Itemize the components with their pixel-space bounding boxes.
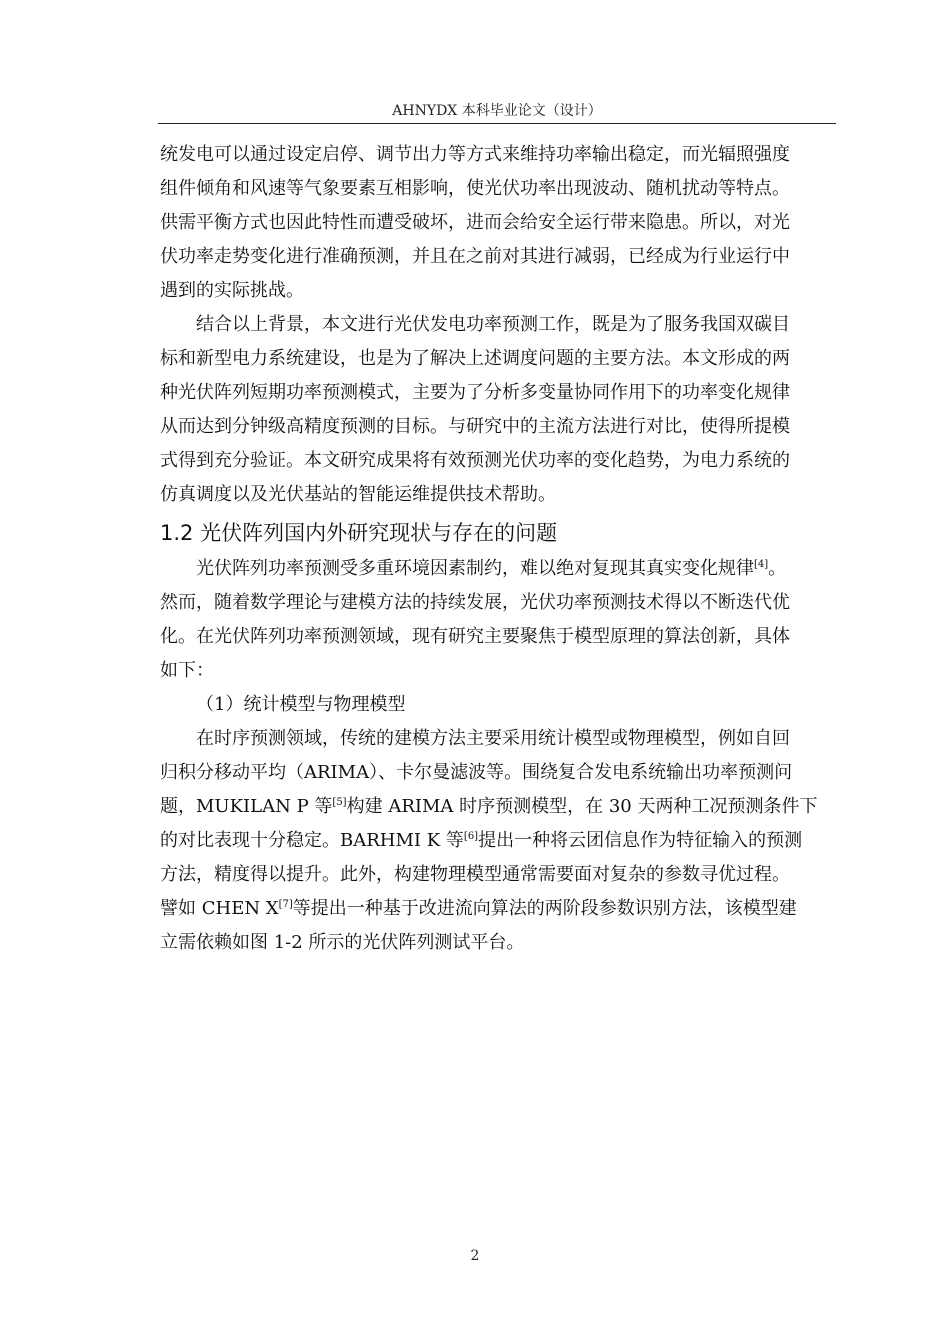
citation-ref: [5]	[332, 797, 347, 808]
text-line: 化。在光伏阵列功率预测领域，现有研究主要聚焦于模型原理的算法创新，具体	[160, 626, 790, 647]
text-segment: 构建 ARIMA 时序预测模型，在 30 天两种工况预测条件下	[346, 796, 818, 817]
text-segment: 譬如 CHEN X	[160, 898, 279, 919]
text-segment: 的对比表现十分稳定。BARHMI K 等	[160, 830, 464, 851]
text-line: 遇到的实际挑战。	[160, 280, 304, 301]
text-segment: 题，MUKILAN P 等	[160, 796, 333, 817]
page-number: 2	[470, 1248, 480, 1264]
text-segment: 。	[768, 558, 787, 579]
text-line	[160, 824, 836, 858]
text-line: 方法，精度得以提升。此外，构建物理模型通常需要面对复杂的参数寻优过程。	[160, 864, 790, 885]
text-line: 结合以上背景，本文进行光伏发电功率预测工作，既是为了服务我国双碳目	[196, 314, 790, 335]
paragraph-background-continued	[160, 138, 836, 308]
text-line: 组件倾角和风速等气象要素互相影响，使光伏功率出现波动、随机扰动等特点。	[160, 178, 790, 199]
text-segment: 光伏阵列功率预测受多重环境因素制约，难以绝对复现其真实变化规律	[196, 558, 754, 579]
paragraph-research-significance	[160, 308, 836, 512]
text-line: 立需依赖如图 1-2 所示的光伏阵列测试平台。	[160, 932, 525, 953]
text-line: 然而，随着数学理论与建模方法的持续发展，光伏功率预测技术得以不断迭代优	[160, 592, 790, 613]
header-rule	[158, 123, 836, 124]
section-heading: 1.2 光伏阵列国内外研究现状与存在的问题	[160, 521, 558, 545]
document-body	[160, 138, 836, 960]
text-line: 式得到充分验证。本文研究成果将有效预测光伏功率的变化趋势，为电力系统的	[160, 450, 790, 471]
text-line: 在时序预测领域，传统的建模方法主要采用统计模型或物理模型，例如自回	[196, 728, 790, 749]
text-line: 伏功率走势变化进行准确预测，并且在之前对其进行减弱，已经成为行业运行中	[160, 246, 790, 267]
text-line	[160, 552, 836, 586]
text-line: （1）统计模型与物理模型	[196, 694, 406, 715]
subheading-statistical-physical-models	[160, 688, 836, 722]
text-line: 归积分移动平均（ARIMA）、卡尔曼滤波等。围绕复合发电系统输出功率预测问	[160, 762, 793, 783]
page-header: AHNYDX 本科毕业论文（设计）	[392, 103, 602, 119]
text-line	[160, 892, 836, 926]
citation-ref: [4]	[754, 559, 769, 570]
text-line: 种光伏阵列短期功率预测模式，主要为了分析多变量协同作用下的功率变化规律	[160, 382, 790, 403]
text-line: 供需平衡方式也因此特性而遭受破坏，进而会给安全运行带来隐患。所以，对光	[160, 212, 790, 233]
text-segment: 等提出一种基于改进流向算法的两阶段参数识别方法，该模型建	[292, 898, 797, 919]
text-line	[160, 790, 836, 824]
text-line: 如下：	[160, 660, 214, 681]
citation-ref: [6]	[463, 831, 479, 842]
text-line: 标和新型电力系统建设，也是为了解决上述调度问题的主要方法。本文形成的两	[160, 348, 790, 369]
text-segment: 提出一种将云团信息作为特征输入的预测	[478, 830, 803, 851]
paragraph-statistical-models	[160, 722, 836, 960]
citation-ref: [7]	[278, 899, 293, 910]
text-line: 从而达到分钟级高精度预测的目标。与研究中的主流方法进行对比，使得所提模	[160, 416, 790, 437]
text-line: 仿真调度以及光伏基站的智能运维提供技术帮助。	[160, 484, 556, 505]
paragraph-research-status-intro	[160, 552, 836, 688]
text-line: 统发电可以通过设定启停、调节出力等方式来维持功率输出稳定，而光辐照强度	[160, 144, 790, 165]
